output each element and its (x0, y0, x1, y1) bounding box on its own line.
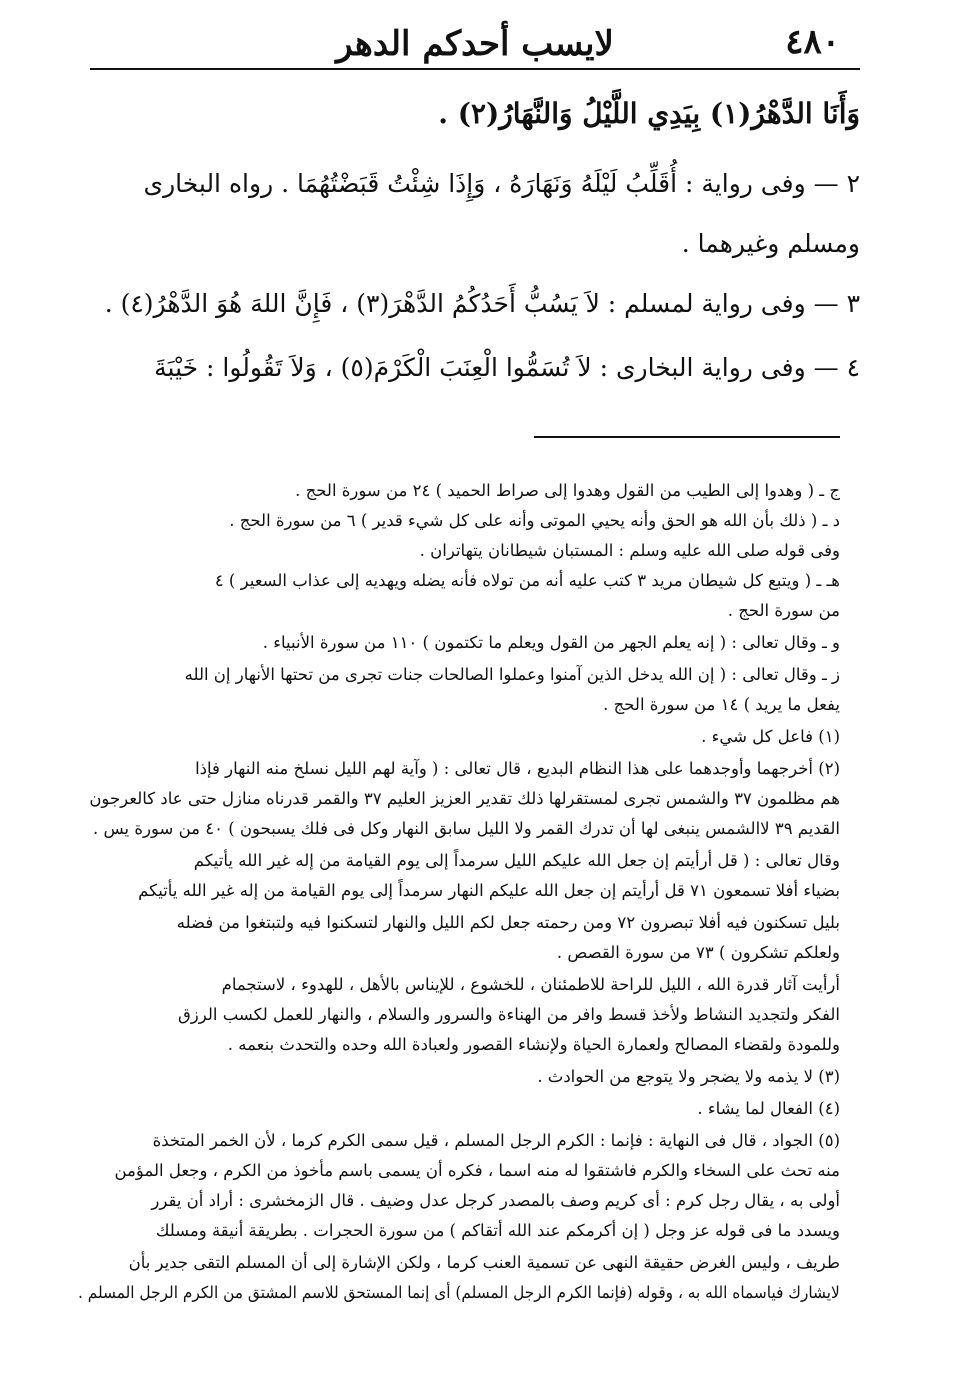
footnote-divider (534, 436, 840, 438)
footnote-line: (٥) الجواد ، قال فى النهاية : فإنما : الكرم الرجل المسلم ، قيل سمى الكرم كرما ، لأن الخمر المتخذة (152, 1131, 840, 1150)
footnote-line: هم مظلمون ٣٧ والشمس تجرى لمستقرلها ذلك تقدير العزيز العليم ٣٧ والقمر قدرناه منازل حتى عاد كالعرجون (89, 789, 840, 808)
running-title: لايسب أحدكم الدهر (336, 24, 614, 64)
footnote-line: ج ـ ( وهدوا إلى الطيب من القول وهدوا إلى صراط الحميد ) ٢٤ من سورة الحج . (295, 481, 840, 500)
hadith-line-3: ومسلم وغيرهما . (681, 229, 860, 258)
footnote-line: د ـ ( ذلك بأن الله هو الحق وأنه يحيي الموتى وأنه على كل شيء قدير ) ٦ من سورة الحج . (229, 511, 840, 530)
footnote-line: بضياء أفلا تسمعون ٧١ قل أرأيتم إن جعل الله عليكم النهار سرمداً إلى يوم القيامة من إله غير الله يأتيكم (138, 881, 840, 900)
footnote-line: هـ ـ ( ويتبع كل شيطان مريد ٣ كتب عليه أنه من تولاه فأنه يضله ويهديه إلى عذاب السعير ) ٤ (214, 571, 840, 590)
footnote-line: (١) فاعل كل شيء . (701, 727, 840, 746)
footnote-line: أرأيت آثار قدرة الله ، الليل للراحة للاطمئنان ، للخشوع ، للإيناس بالأهل ، للهدوء ، لاستجمام (221, 975, 840, 994)
page-number: ٤٨٠ (785, 22, 840, 62)
footnote-line: ز ـ وقال تعالى : ( إن الله يدخل الذين آمنوا وعملوا الصالحات جنات تجرى من تحتها الأنهار إن الله (184, 665, 840, 684)
footnote-line: من سورة الحج . (727, 601, 840, 620)
footnote-line: (٣) لا يذمه ولا يضجر ولا يتوجع من الحوادث . (537, 1067, 840, 1086)
footnote-line: أولى به ، يقال رجل كرم : أى كريم وصف بالمصدر كرجل عدل وضيف . قال الزمخشرى : أراد أن يقرر (151, 1191, 840, 1210)
footnote-line: وفى قوله صلى الله عليه وسلم : المستبان شيطانان يتهاتران . (419, 541, 840, 560)
footnote-line: منه تحث على السخاء والكرم فاشتقوا له منه اسما ، فكره أن يسمى باسم مأخوذ من الكرم ، وجعل المؤمن (114, 1161, 840, 1180)
hadith-line-1: وَأَنَا الدَّهْرُ(١) بِيَدِي اللَّيْلُ وَالنَّهَارُ(٢) . (438, 97, 860, 130)
footnote-line: بليل تسكنون فيه أفلا تبصرون ٧٢ ومن رحمته جعل لكم الليل والنهار لتسكنوا فيه ولتبتغوا من فضله (176, 913, 840, 932)
footnote-line: ويسدد ما فى قوله عز وجل ( إن أكرمكم عند الله أتقاكم ) من سورة الحجرات . بطريقة أنيقة ومسلك (155, 1221, 840, 1240)
page-header (90, 14, 860, 70)
footnote-line: طريف ، وليس الغرض حقيقة النهى عن تسمية العنب كرما ، ولكن الإشارة إلى أن المسلم التقى جدير بأن (128, 1253, 840, 1272)
footnote-line: وقال تعالى : ( قل أرأيتم إن جعل الله عليكم الليل سرمداً إلى يوم القيامة من إله غير الله يأتيكم (193, 851, 840, 870)
footnote-line: ولعلكم تشكرون ) ٧٣ من سورة القصص . (556, 943, 840, 962)
footnote-line: وللمودة ولقضاء المصالح ولعمارة الحياة ولإنشاء القصور ولعبادة الله وحده والتحدث بنعمه . (227, 1035, 840, 1054)
footnote-line: (٢) أخرجهما وأوجدهما على هذا النظام البديع ، قال تعالى : ( وآية لهم الليل نسلخ منه النهار فإذا (195, 759, 840, 778)
footnote-line: القديم ٣٩ لاالشمس ينبغى لها أن تدرك القمر ولا الليل سابق النهار وكل فى فلك يسبحون ) ٤٠ من سورة يس . (93, 819, 840, 838)
footnote-line: الفكر ولتجديد النشاط ولأخذ قسط وافر من الهناءة والسرور والسلام ، والنهار للعمل لكسب الرزق (177, 1005, 840, 1024)
footnote-line: (٤) الفعال لما يشاء . (697, 1099, 840, 1118)
footnote-line: لايشارك فياسماه الله به ، وقوله (فإنما الكرم الرجل المسلم) أى إنما المستحق للاسم المشتق من الكرم الرجل المسلم . (78, 1283, 840, 1302)
hadith-line-2: ٢ — وفى رواية : أُقَلِّبُ لَيْلَهُ وَنَهَارَهُ ، وَإِذَا شِئْتُ قَبَضْتُهُمَا . رواه البخارى (143, 169, 860, 198)
hadith-line-5: ٤ — وفى رواية البخارى : لاَ تُسَمُّوا الْعِنَبَ الْكَرْمَ(٥) ، وَلاَ تَقُولُوا : خَيْبَةَ (154, 353, 860, 382)
hadith-line-4: ٣ — وفى رواية لمسلم : لاَ يَسُبُّ أَحَدُكُمُ الدَّهْرَ(٣) ، فَإِنَّ اللهَ هُوَ الدَّهْرُ(٤) . (104, 289, 860, 318)
footnote-line: يفعل ما يريد ) ١٤ من سورة الحج . (603, 695, 840, 714)
footnote-line: و ـ وقال تعالى : ( إنه يعلم الجهر من القول ويعلم ما تكتمون ) ١١٠ من سورة الأنبياء . (262, 633, 840, 652)
